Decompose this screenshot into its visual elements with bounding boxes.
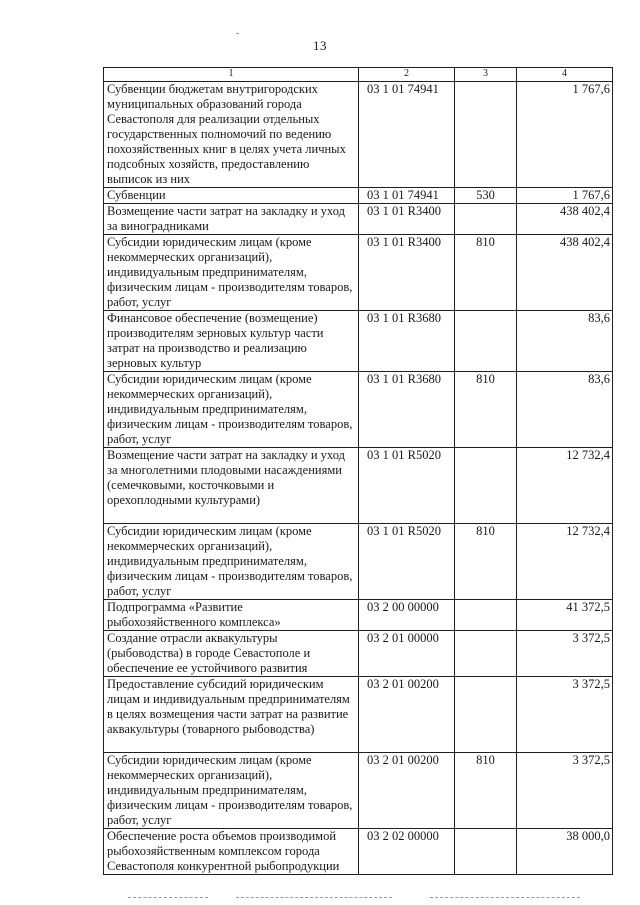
row-expense-type: 530 — [455, 188, 517, 204]
row-expense-type — [455, 600, 517, 631]
header-col-2: 2 — [359, 68, 455, 82]
row-name: Субсидии юридическим лицам (кроме некоммерческих организаций), индивидуальным предпринимателям, физическим лицам - производителям товаров, работ, услуг — [104, 524, 359, 600]
row-expense-type — [455, 448, 517, 524]
table-header-row — [104, 68, 613, 82]
row-amount: 3 372,5 — [517, 677, 613, 753]
row-name: Субвенции бюджетам внутригородских муниципальных образований города Севастополя для реализации отдельных государственных полномочий по ведению похозяйственных книг в целях учета личных подсобных хозяйств, предоставлению выписок из них — [104, 82, 359, 188]
table-row — [104, 600, 613, 631]
budget-table — [103, 67, 613, 875]
bottom-rule-right — [430, 897, 580, 898]
row-expense-type — [455, 204, 517, 235]
row-code: 03 2 02 00000 — [359, 829, 455, 875]
row-expense-type — [455, 311, 517, 372]
header-col-1: 1 — [104, 68, 359, 82]
row-expense-type: 810 — [455, 524, 517, 600]
row-expense-type — [455, 829, 517, 875]
row-expense-type: 810 — [455, 372, 517, 448]
table-row — [104, 188, 613, 204]
row-name: Субсидии юридическим лицам (кроме некоммерческих организаций), индивидуальным предпринимателям, физическим лицам - производителям товаров, работ, услуг — [104, 235, 359, 311]
table-row — [104, 631, 613, 677]
bottom-rule-left — [128, 897, 208, 898]
row-code: 03 2 01 00200 — [359, 677, 455, 753]
row-name: Подпрограмма «Развитие рыбохозяйственного комплекса» — [104, 600, 359, 631]
table-row — [104, 372, 613, 448]
row-expense-type: 810 — [455, 753, 517, 829]
page-number: 13 — [313, 38, 327, 53]
row-amount: 3 372,5 — [517, 753, 613, 829]
table-row — [104, 204, 613, 235]
table-row — [104, 311, 613, 372]
row-name: Субсидии юридическим лицам (кроме некоммерческих организаций), индивидуальным предпринимателям, физическим лицам - производителям товаров, работ, услуг — [104, 372, 359, 448]
row-name: Предоставление субсидий юридическим лицам и индивидуальным предпринимателям в целях возмещения части затрат на развитие аквакультуры (товарного рыбоводства) — [104, 677, 359, 753]
row-amount: 438 402,4 — [517, 235, 613, 311]
row-code: 03 1 01 R5020 — [359, 448, 455, 524]
table-row — [104, 448, 613, 524]
scan-speck — [236, 33, 239, 34]
row-code: 03 2 01 00000 — [359, 631, 455, 677]
row-code: 03 2 01 00200 — [359, 753, 455, 829]
table-row — [104, 235, 613, 311]
row-name: Создание отрасли аквакультуры (рыбоводства) в городе Севастополе и обеспечение ее устойчивого развития — [104, 631, 359, 677]
row-amount: 1 767,6 — [517, 188, 613, 204]
row-code: 03 1 01 R3680 — [359, 311, 455, 372]
header-col-3: 3 — [455, 68, 517, 82]
row-amount: 1 767,6 — [517, 82, 613, 188]
table-row — [104, 677, 613, 753]
row-code: 03 1 01 R5020 — [359, 524, 455, 600]
row-code: 03 1 01 74941 — [359, 188, 455, 204]
row-amount: 12 732,4 — [517, 448, 613, 524]
table-row — [104, 82, 613, 188]
table-row — [104, 524, 613, 600]
row-amount: 83,6 — [517, 311, 613, 372]
table-row — [104, 829, 613, 875]
row-name: Субсидии юридическим лицам (кроме некоммерческих организаций), индивидуальным предпринимателям, физическим лицам - производителям товаров, работ, услуг — [104, 753, 359, 829]
row-amount: 12 732,4 — [517, 524, 613, 600]
row-amount: 38 000,0 — [517, 829, 613, 875]
row-code: 03 1 01 74941 — [359, 82, 455, 188]
row-code: 03 1 01 R3680 — [359, 372, 455, 448]
row-name: Субвенции — [104, 188, 359, 204]
row-expense-type — [455, 677, 517, 753]
row-amount: 438 402,4 — [517, 204, 613, 235]
table-row — [104, 753, 613, 829]
header-col-4: 4 — [517, 68, 613, 82]
row-name: Возмещение части затрат на закладку и уход за многолетними плодовыми насаждениями (семечковыми, косточковыми и орехоплодными культурами) — [104, 448, 359, 524]
row-amount: 3 372,5 — [517, 631, 613, 677]
row-name: Обеспечение роста объемов производимой рыбохозяйственным комплексом города Севастополя конкурентной рыбопродукции — [104, 829, 359, 875]
row-code: 03 2 00 00000 — [359, 600, 455, 631]
row-amount: 83,6 — [517, 372, 613, 448]
row-expense-type — [455, 631, 517, 677]
row-code: 03 1 01 R3400 — [359, 235, 455, 311]
row-amount: 41 372,5 — [517, 600, 613, 631]
row-expense-type — [455, 82, 517, 188]
row-name: Финансовое обеспечение (возмещение) производителям зерновых культур части затрат на производство и реализацию зерновых культур — [104, 311, 359, 372]
row-code: 03 1 01 R3400 — [359, 204, 455, 235]
bottom-rule-mid — [236, 897, 392, 898]
row-name: Возмещение части затрат на закладку и уход за виноградниками — [104, 204, 359, 235]
row-expense-type: 810 — [455, 235, 517, 311]
